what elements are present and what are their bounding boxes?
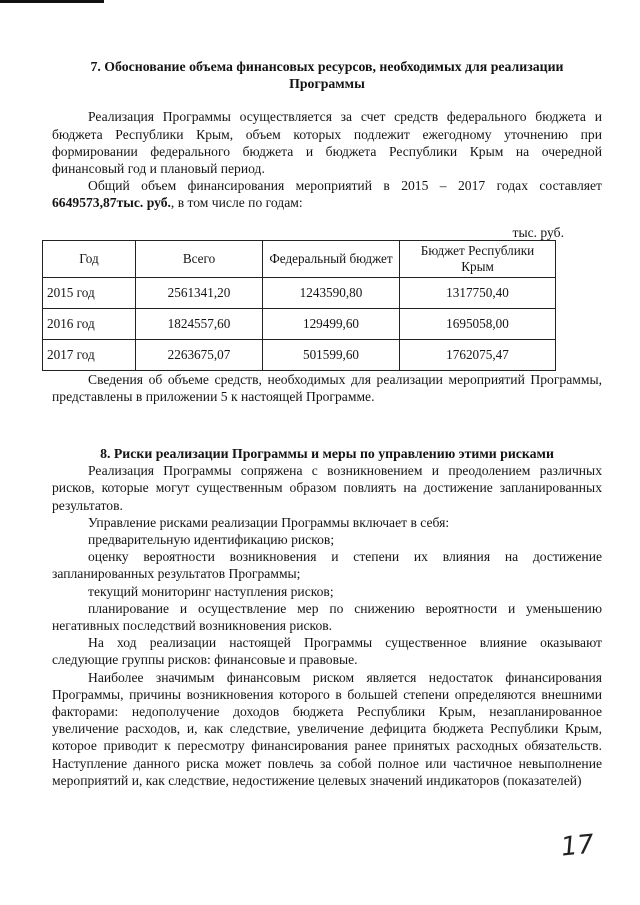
list-item: планирование и осуществление мер по снижению вероятности и уменьшению негативных последствий возникновения рисков.	[52, 600, 602, 634]
table-row	[43, 277, 556, 308]
section-7-paragraph-1: Реализация Программы осуществляется за счет средств федерального бюджета и бюджета Республики Крым, объем которых подлежит ежегодному уточнению при формировании федерального бюджета и бюджета Республики Крым на очередной финансовый год и плановый период.	[52, 109, 602, 177]
section-8-paragraph-3: На ход реализации настоящей Программы существенное влияние оказывают следующие группы рисков: финансовые и правовые.	[52, 635, 602, 668]
top-rule	[0, 0, 104, 3]
section-7-title: 7. Обоснование объема финансовых ресурсов, необходимых для реализации Программы	[90, 59, 564, 92]
cell-year: 2015 год	[43, 277, 136, 308]
cell-total: 2263675,07	[136, 339, 263, 370]
section-8-paragraph-2: Управление рисками реализации Программы включает в себя:	[88, 514, 450, 530]
table-row	[43, 308, 556, 339]
header-federal: Федеральный бюджет	[263, 240, 400, 277]
header-total: Всего	[136, 240, 263, 277]
list-item: предварительную идентификацию рисков;	[88, 532, 335, 548]
cell-crimea: 1317750,40	[400, 277, 556, 308]
total-text: Общий объем финансирования мероприятий в 2015 – 2017 годах составляет	[88, 178, 602, 194]
cell-crimea: 1762075,47	[400, 339, 556, 370]
total-amount: 6649573,87тыс. руб.	[52, 195, 171, 211]
cell-federal: 129499,60	[263, 308, 400, 339]
cell-year: 2017 год	[43, 339, 136, 370]
section-7-paragraph-2	[52, 177, 602, 211]
financing-table	[42, 240, 556, 371]
page-number: 17	[559, 829, 596, 863]
list-item: оценку вероятности возникновения и степени их влияния на достижение запланированных результатов Программы;	[52, 549, 602, 582]
cell-total: 1824557,60	[136, 308, 263, 339]
table-row	[43, 339, 556, 370]
header-year: Год	[43, 240, 136, 277]
cell-crimea: 1695058,00	[400, 308, 556, 339]
cell-year: 2016 год	[43, 308, 136, 339]
list-item: текущий мониторинг наступления рисков;	[88, 583, 334, 599]
document-page	[47, 58, 602, 789]
header-crimea: Бюджет Республики Крым	[400, 240, 556, 277]
section-7-paragraph-3: Сведения об объеме средств, необходимых для реализации мероприятий Программы, представлены в приложении 5 к настоящей Программе.	[52, 371, 602, 404]
table-unit: тыс. руб.	[512, 224, 564, 240]
total-text-end: , в том числе по годам:	[170, 195, 303, 211]
section-8-paragraph-1: Реализация Программы сопряжена с возникновением и преодолением различных рисков, которые могут существенным образом повлиять на достижение запланированных результатов.	[52, 463, 602, 513]
table-header-row	[43, 240, 556, 277]
section-8-title: 8. Риски реализации Программы и меры по управлению этими рисками	[100, 446, 554, 462]
cell-total: 2561341,20	[136, 277, 263, 308]
section-8-paragraph-4: Наиболее значимым финансовым риском является недостаток финансирования Программы, причины возникновения которого в большей степени определяются внешними факторами: недополучение доходов бюджета Республики Крым, незапланированное увеличение расходов, и, как следствие, увеличение дефицита бюджета Республики Крым, которое приводит к пересмотру финансирования ранее принятых расходных обязательств. Наступление данного риска может повлечь за собой полное или частичное невыполнение мероприятий и, как следствие, недостижение целевых значений индикаторов (показателей)	[52, 669, 602, 788]
cell-federal: 501599,60	[263, 339, 400, 370]
cell-federal: 1243590,80	[263, 277, 400, 308]
